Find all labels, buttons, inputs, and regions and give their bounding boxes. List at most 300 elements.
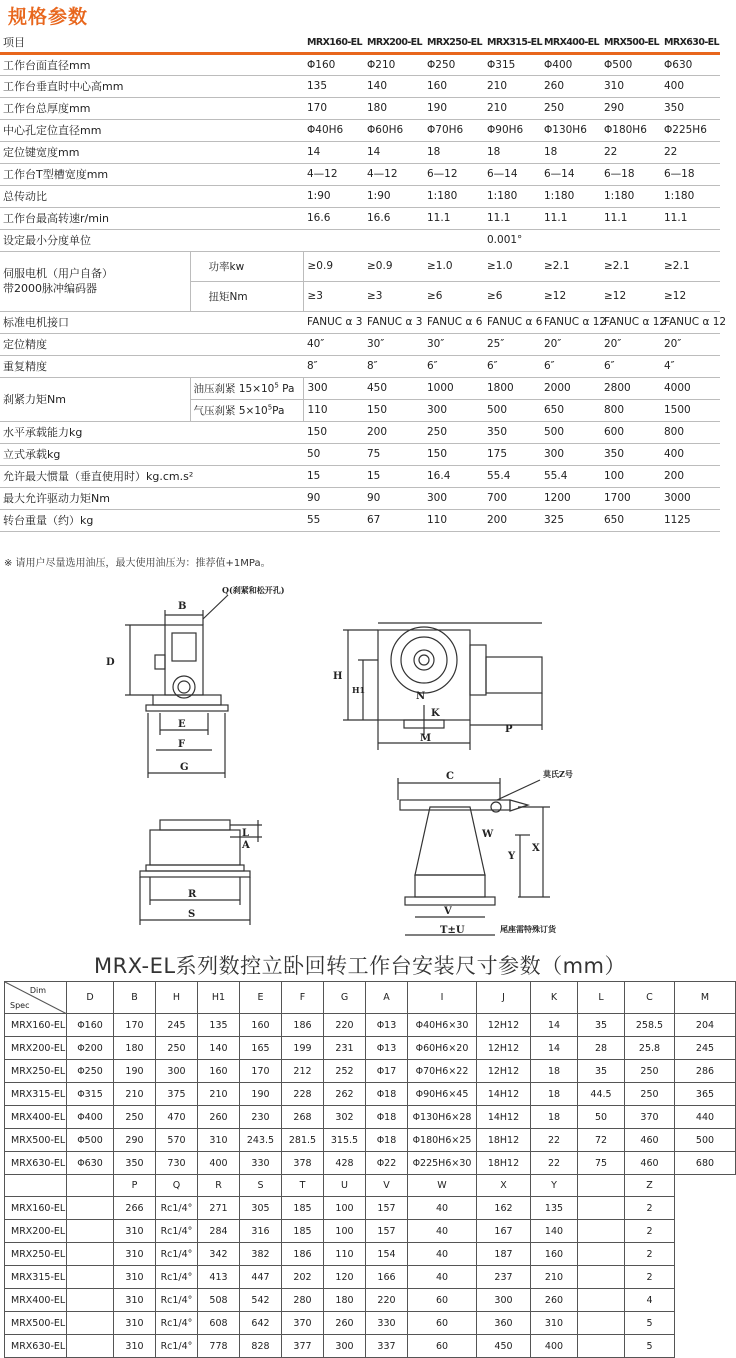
- dim-col-header: I: [408, 982, 477, 1014]
- dim-value: 237: [477, 1266, 531, 1289]
- spec-value: 11.1: [540, 207, 600, 229]
- spec-value: ≥6: [423, 281, 483, 311]
- dim-value: 60: [408, 1335, 477, 1358]
- dim-value: 2: [625, 1266, 675, 1289]
- dim-value: 300: [324, 1335, 366, 1358]
- spec-value: ≥2.1: [660, 251, 720, 281]
- label-X: X: [532, 843, 540, 854]
- spec-value: 500: [540, 421, 600, 443]
- dim-value: Φ200: [67, 1037, 114, 1060]
- spec-value: 170: [303, 97, 363, 119]
- dim-row: [5, 1152, 736, 1175]
- spec-value: 40″: [303, 333, 363, 355]
- spec-row-label: 转台重量（约）kg: [0, 509, 303, 531]
- spec-row: [0, 119, 720, 141]
- dim-value: 377: [282, 1335, 324, 1358]
- technical-drawings: [0, 575, 720, 947]
- spec-value: 200: [660, 465, 720, 487]
- spec-value: 1:180: [660, 185, 720, 207]
- dim-value: 18H12: [477, 1152, 531, 1175]
- dim-value: 642: [240, 1312, 282, 1335]
- dim-value: 382: [240, 1243, 282, 1266]
- dim-value: [67, 1335, 114, 1358]
- spec-value: 15: [363, 465, 423, 487]
- spec-value: 150: [423, 443, 483, 465]
- footnote: ※ 请用户尽量选用油压，最大使用油压为：推荐值+1MPa。: [4, 558, 271, 569]
- empty-cell: [67, 1175, 114, 1197]
- spec-row-label: 工作台面直径mm: [0, 53, 303, 75]
- dim-value: 231: [324, 1037, 366, 1060]
- spec-value: ≥0.9: [363, 251, 423, 281]
- spec-value: 1:180: [423, 185, 483, 207]
- spec-value: 160: [423, 75, 483, 97]
- spec-value: 6″: [483, 355, 540, 377]
- spec-value: 2800: [600, 377, 660, 399]
- dim-row: [5, 1060, 736, 1083]
- dim-value: 310: [114, 1312, 156, 1335]
- spec-value: 150: [303, 421, 363, 443]
- dim-value: 310: [114, 1289, 156, 1312]
- dim-value: 135: [531, 1197, 578, 1220]
- dim-col-header: E: [240, 982, 282, 1014]
- spec-value: ≥12: [540, 281, 600, 311]
- dim-value: 14: [531, 1014, 578, 1037]
- spec-value: 55: [303, 509, 363, 531]
- dim-value: 154: [366, 1243, 408, 1266]
- spec-row-servo-power: [0, 251, 720, 281]
- dim-value: 300: [477, 1289, 531, 1312]
- dim-value: 243.5: [240, 1129, 282, 1152]
- spec-value: 250: [423, 421, 483, 443]
- dim-value: 245: [675, 1037, 736, 1060]
- dim-value: 350: [114, 1152, 156, 1175]
- dim-value: 160: [198, 1060, 240, 1083]
- dim-row-model: MRX160-EL: [5, 1197, 67, 1220]
- label-E: E: [178, 719, 186, 730]
- dim-row: [5, 1129, 736, 1152]
- dim-value: 281.5: [282, 1129, 324, 1152]
- spec-value: Φ90H6: [483, 119, 540, 141]
- dim-col-header: D: [67, 982, 114, 1014]
- dim-row-model: MRX630-EL: [5, 1335, 67, 1358]
- dim-value: 140: [198, 1037, 240, 1060]
- oil-clamp-unit: Pa: [278, 382, 295, 395]
- spec-value: ≥12: [600, 281, 660, 311]
- spec-value: 20″: [600, 333, 660, 355]
- model-header: MRX500-EL: [600, 33, 660, 53]
- dim-row: [5, 1197, 736, 1220]
- spec-value: 15: [303, 465, 363, 487]
- spec-row-label: 设定最小分度单位: [0, 229, 303, 251]
- dim-value: 290: [114, 1129, 156, 1152]
- dim-value: 186: [282, 1014, 324, 1037]
- spec-value: 6—18: [660, 163, 720, 185]
- dim-value: 199: [282, 1037, 324, 1060]
- dim-value: 12H12: [477, 1037, 531, 1060]
- spec-value: 20″: [660, 333, 720, 355]
- dim-value: 470: [156, 1106, 198, 1129]
- dim-row: [5, 1335, 736, 1358]
- spec-value: 6″: [540, 355, 600, 377]
- spec-row-label: 标准电机接口: [0, 311, 303, 333]
- dim-value: Φ315: [67, 1083, 114, 1106]
- dim-row-model: MRX400-EL: [5, 1289, 67, 1312]
- spec-value: 500: [483, 399, 540, 421]
- spec-value: 200: [483, 509, 540, 531]
- dim-col-header: Y: [531, 1175, 578, 1197]
- dim-col-header: F: [282, 982, 324, 1014]
- spec-value: 4″: [660, 355, 720, 377]
- dim-value: 18: [531, 1106, 578, 1129]
- dim-col-header: L: [578, 982, 625, 1014]
- label-N: N: [416, 691, 426, 702]
- dim-value: 180: [114, 1037, 156, 1060]
- spec-value: Φ400: [540, 53, 600, 75]
- dim-value: 315.5: [324, 1129, 366, 1152]
- dim-value: 316: [240, 1220, 282, 1243]
- spec-value: 6″: [600, 355, 660, 377]
- spec-value: ≥6: [483, 281, 540, 311]
- dim-header-row-2: [5, 1175, 736, 1197]
- dim-value: 187: [477, 1243, 531, 1266]
- dim-value: 166: [366, 1266, 408, 1289]
- spec-value: ≥12: [660, 281, 720, 311]
- air-clamp-label: [190, 399, 303, 421]
- dim-value: 828: [240, 1335, 282, 1358]
- spec-value: 11.1: [660, 207, 720, 229]
- dim-value: 40: [408, 1197, 477, 1220]
- dim-value: 120: [324, 1266, 366, 1289]
- dim-value: 18: [531, 1083, 578, 1106]
- spec-value: 140: [363, 75, 423, 97]
- dim-row: [5, 1312, 736, 1335]
- dim-value: 730: [156, 1152, 198, 1175]
- spec-value: 400: [660, 75, 720, 97]
- dim-value: 500: [675, 1129, 736, 1152]
- dim-value: 447: [240, 1266, 282, 1289]
- dim-value: 260: [531, 1289, 578, 1312]
- spec-value: 1:90: [363, 185, 423, 207]
- dim-value: 5: [625, 1335, 675, 1358]
- spec-value: Φ160: [303, 53, 363, 75]
- dim-value: 284: [198, 1220, 240, 1243]
- spec-value: ≥2.1: [540, 251, 600, 281]
- dim-value: 40: [408, 1266, 477, 1289]
- servo-label-line2: 带2000脉冲编码器: [3, 282, 97, 295]
- spec-value: 210: [483, 75, 540, 97]
- dim-row-model: MRX315-EL: [5, 1266, 67, 1289]
- dim-header-row-1: [5, 982, 736, 1014]
- spec-row-label: 中心孔定位直径mm: [0, 119, 303, 141]
- spec-value: 22: [600, 141, 660, 163]
- spec-value: 1000: [423, 377, 483, 399]
- dim-value: 25.8: [625, 1037, 675, 1060]
- spec-table: [0, 33, 727, 532]
- spec-value: 6—14: [483, 163, 540, 185]
- dim-col-header: W: [408, 1175, 477, 1197]
- spec-value: 0.001°: [483, 229, 720, 251]
- dim-value: 185: [282, 1220, 324, 1243]
- dim-col-header: A: [366, 982, 408, 1014]
- dim-row: [5, 1083, 736, 1106]
- dim-value: Rc1/4°: [156, 1243, 198, 1266]
- dim-value: 2: [625, 1220, 675, 1243]
- spec-value: 175: [483, 443, 540, 465]
- dim-value: 167: [477, 1220, 531, 1243]
- spec-value: 8″: [363, 355, 423, 377]
- dim-value: 5: [625, 1312, 675, 1335]
- dim-value: 35: [578, 1014, 625, 1037]
- spec-value: 14: [303, 141, 363, 163]
- dim-value: 220: [324, 1014, 366, 1037]
- dim-value: [67, 1243, 114, 1266]
- spec-value: 4000: [660, 377, 720, 399]
- dim-value: 310: [114, 1266, 156, 1289]
- spec-value: 6—12: [423, 163, 483, 185]
- dim-col-header: T: [282, 1175, 324, 1197]
- spec-value: 4—12: [303, 163, 363, 185]
- dim-value: Φ225H6×30: [408, 1152, 477, 1175]
- spec-value: 6—18: [600, 163, 660, 185]
- dim-value: 170: [114, 1014, 156, 1037]
- dim-value: 60: [408, 1312, 477, 1335]
- spec-row: [0, 465, 720, 487]
- spec-row: [0, 443, 720, 465]
- spec-value: FANUC α 12: [600, 311, 660, 333]
- dim-value: Φ18: [366, 1083, 408, 1106]
- dim-value: 250: [156, 1037, 198, 1060]
- dim-value: 14: [531, 1037, 578, 1060]
- dim-value: 40: [408, 1243, 477, 1266]
- dim-value: 440: [675, 1106, 736, 1129]
- dim-row: [5, 1037, 736, 1060]
- spec-value: 190: [423, 97, 483, 119]
- dim-value: 570: [156, 1129, 198, 1152]
- dim-value: 365: [675, 1083, 736, 1106]
- dim-value: 400: [198, 1152, 240, 1175]
- spec-header-label: 项目: [0, 33, 303, 53]
- spec-value: 30″: [363, 333, 423, 355]
- spec-value: 150: [363, 399, 423, 421]
- spec-value: 350: [600, 443, 660, 465]
- air-clamp-exp: 5: [267, 403, 273, 411]
- label-W: W: [482, 829, 494, 840]
- spec-row: [0, 53, 720, 75]
- dim-value: 12H12: [477, 1060, 531, 1083]
- oil-clamp-text: 油压刹紧 15×10: [193, 382, 275, 395]
- dim-value: 35: [578, 1060, 625, 1083]
- dim-value: 300: [156, 1060, 198, 1083]
- dim-value: 14H12: [477, 1083, 531, 1106]
- spec-row: [0, 311, 720, 333]
- spec-value: 20″: [540, 333, 600, 355]
- spec-value: FANUC α 3: [303, 311, 363, 333]
- model-header: MRX630-EL: [660, 33, 720, 53]
- spec-value: 30″: [423, 333, 483, 355]
- dim-value: 60: [408, 1289, 477, 1312]
- dim-value: Φ18: [366, 1106, 408, 1129]
- dim-row-model: MRX250-EL: [5, 1060, 67, 1083]
- dim-value: [67, 1220, 114, 1243]
- model-header: MRX160-EL: [303, 33, 363, 53]
- page-title: 规格参数: [8, 6, 89, 28]
- dim-value: Rc1/4°: [156, 1289, 198, 1312]
- label-V: V: [444, 906, 452, 917]
- spec-value: 290: [600, 97, 660, 119]
- dim-value: 210: [198, 1083, 240, 1106]
- dim-col-header: C: [625, 982, 675, 1014]
- dim-value: 14H12: [477, 1106, 531, 1129]
- label-tail-note: 尾座需特殊订货: [500, 924, 556, 934]
- dim-value: 310: [531, 1312, 578, 1335]
- dim-col-header: J: [477, 982, 531, 1014]
- spec-value: 14: [363, 141, 423, 163]
- dim-row: [5, 1243, 736, 1266]
- spec-value: 1:180: [540, 185, 600, 207]
- spec-value: Φ630: [660, 53, 720, 75]
- label-morse: 莫氏Z号: [543, 769, 573, 779]
- spec-value: Φ210: [363, 53, 423, 75]
- front-view-drawing: [125, 595, 228, 778]
- tailstock-drawing: [398, 778, 550, 935]
- spec-value: Φ180H6: [600, 119, 660, 141]
- empty-cell: [5, 1175, 67, 1197]
- air-clamp-unit: Pa: [272, 404, 285, 417]
- spec-value: 90: [303, 487, 363, 509]
- spec-value: 350: [483, 421, 540, 443]
- dim-col-header: G: [324, 982, 366, 1014]
- dim-col-header: R: [198, 1175, 240, 1197]
- dim-col-header: S: [240, 1175, 282, 1197]
- dim-value: Φ130H6×28: [408, 1106, 477, 1129]
- spec-value: 16.4: [423, 465, 483, 487]
- label-C: C: [446, 771, 454, 782]
- spec-value: 11.1: [483, 207, 540, 229]
- dim-value: 22: [531, 1152, 578, 1175]
- dim-value: 310: [198, 1129, 240, 1152]
- dim-value: 310: [114, 1220, 156, 1243]
- label-M: M: [420, 733, 432, 744]
- dim-value: 608: [198, 1312, 240, 1335]
- dim-value: 460: [625, 1129, 675, 1152]
- spec-value: 55.4: [483, 465, 540, 487]
- dim-value: 305: [240, 1197, 282, 1220]
- dim-value: 245: [156, 1014, 198, 1037]
- spec-value: 300: [540, 443, 600, 465]
- dim-value: 370: [625, 1106, 675, 1129]
- dim-value: 186: [282, 1243, 324, 1266]
- label-Y: Y: [508, 851, 516, 862]
- dim-value: 508: [198, 1289, 240, 1312]
- label-F: F: [178, 739, 186, 750]
- spec-row: [0, 185, 720, 207]
- dim-value: 250: [625, 1083, 675, 1106]
- dim-value: 190: [114, 1060, 156, 1083]
- spec-value: 135: [303, 75, 363, 97]
- spec-row-label: 允许最大惯量（垂直使用时）kg.cm.s²: [0, 465, 303, 487]
- spec-value: 1800: [483, 377, 540, 399]
- spec-value: 300: [303, 377, 363, 399]
- dim-value: [578, 1312, 625, 1335]
- spec-value: FANUC α 12: [540, 311, 600, 333]
- label-A: A: [242, 840, 250, 851]
- spec-value: Φ225H6: [660, 119, 720, 141]
- spec-row: [0, 355, 720, 377]
- dim-value: 370: [282, 1312, 324, 1335]
- dim-value: 18: [531, 1060, 578, 1083]
- label-P: P: [505, 724, 513, 735]
- spec-row-label: 工作台最高转速r/min: [0, 207, 303, 229]
- dim-value: 170: [240, 1060, 282, 1083]
- dim-value: 110: [324, 1243, 366, 1266]
- spec-value: Φ500: [600, 53, 660, 75]
- dim-row-model: MRX200-EL: [5, 1037, 67, 1060]
- label-H: H: [333, 671, 343, 682]
- dim-value: 250: [625, 1060, 675, 1083]
- dim-value: Φ400: [67, 1106, 114, 1129]
- spec-row: [0, 207, 720, 229]
- dim-value: 413: [198, 1266, 240, 1289]
- servo-label: [0, 251, 190, 311]
- dim-row: [5, 1220, 736, 1243]
- dim-value: 330: [240, 1152, 282, 1175]
- spec-value: 18: [540, 141, 600, 163]
- label-L: L: [242, 828, 250, 839]
- dim-value: 460: [625, 1152, 675, 1175]
- spec-value: 325: [540, 509, 600, 531]
- dim-row-model: MRX250-EL: [5, 1243, 67, 1266]
- dim-value: 18H12: [477, 1129, 531, 1152]
- dim-value: 135: [198, 1014, 240, 1037]
- servo-power-label: 功率kw: [190, 251, 303, 281]
- dim-value: Φ90H6×45: [408, 1083, 477, 1106]
- dim-value: 212: [282, 1060, 324, 1083]
- spec-value: 1200: [540, 487, 600, 509]
- dim-value: [578, 1335, 625, 1358]
- dim-value: Rc1/4°: [156, 1220, 198, 1243]
- dim-value: 542: [240, 1289, 282, 1312]
- dim-value: [578, 1220, 625, 1243]
- label-TU: T±U: [440, 925, 465, 936]
- spec-value: 310: [600, 75, 660, 97]
- dim-row: [5, 1106, 736, 1129]
- spec-row: [0, 333, 720, 355]
- spec-row: [0, 75, 720, 97]
- spec-value: FANUC α 12: [660, 311, 720, 333]
- dim-value: Rc1/4°: [156, 1312, 198, 1335]
- spec-value: 18: [483, 141, 540, 163]
- dim-value: 190: [240, 1083, 282, 1106]
- label-S: S: [188, 909, 196, 920]
- dim-value: 250: [114, 1106, 156, 1129]
- spec-value: 11.1: [423, 207, 483, 229]
- spec-row: [0, 97, 720, 119]
- spec-value: 180: [363, 97, 423, 119]
- air-clamp-text: 气压刹紧 5×10: [193, 404, 268, 417]
- spec-value: 650: [600, 509, 660, 531]
- spec-value: 3000: [660, 487, 720, 509]
- spec-value: 4—12: [363, 163, 423, 185]
- dim-value: 160: [531, 1243, 578, 1266]
- dim-row: [5, 1289, 736, 1312]
- dim-value: 271: [198, 1197, 240, 1220]
- dim-value: 162: [477, 1197, 531, 1220]
- spec-row: [0, 487, 720, 509]
- spec-row: [0, 141, 720, 163]
- label-B: B: [178, 601, 187, 612]
- dim-value: Φ17: [366, 1060, 408, 1083]
- dim-value: 302: [324, 1106, 366, 1129]
